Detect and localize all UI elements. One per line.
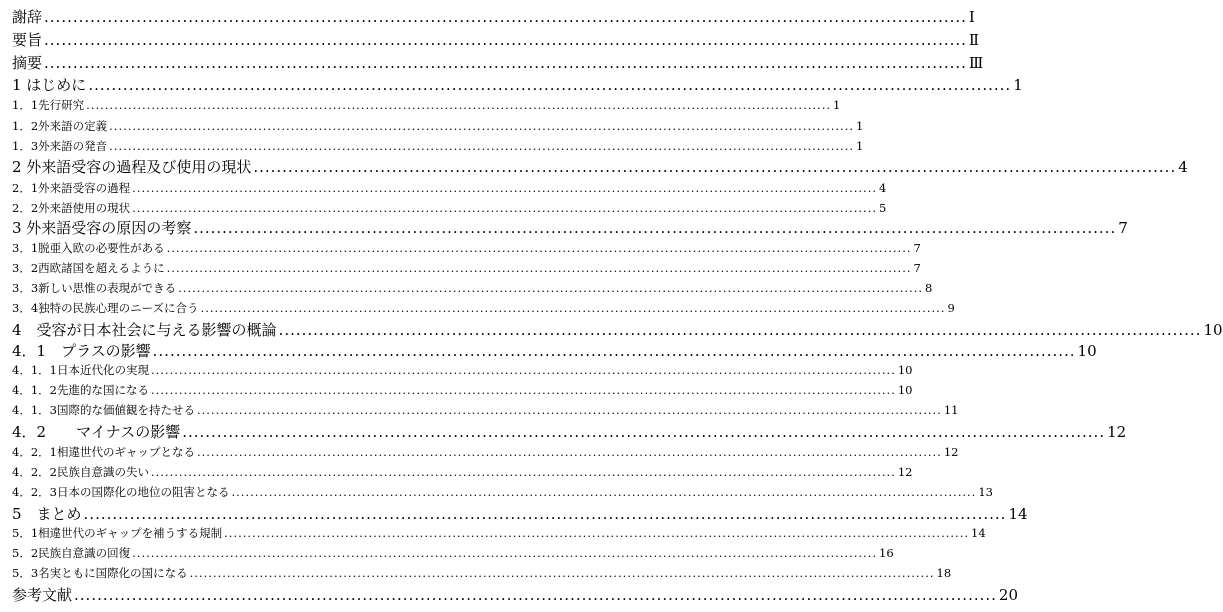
dot-leader: ................................................................................................................................................................ [44,54,967,72]
toc-entry-page: 5 [879,201,887,215]
toc-entry [12,526,986,540]
toc-entry-label: 2．2外来語使用の現状 [12,201,131,215]
dot-leader: ................................................................................................................................................................ [86,98,832,112]
toc-entry-label: 4．1．3国際的な価値観を持たせる [12,403,195,417]
toc-entry-page: 4 [1178,158,1188,176]
toc-entry-page: 1 [856,119,864,133]
toc-entry [12,181,887,195]
toc-entry-page: 7 [1118,219,1128,237]
toc-entry-page: 7 [913,261,921,275]
dot-leader: ................................................................................................................................................................ [166,261,912,275]
toc-entry-label: 5．1相違世代のギャップを補うする規制 [12,526,223,540]
toc-entry [12,281,933,295]
toc-entry [12,403,959,417]
dot-leader: ................................................................................................................................................................ [150,363,896,377]
toc-entry [12,566,952,580]
toc-entry [12,505,1028,523]
toc-entry-label: 5 まとめ [12,505,82,523]
toc-entry [12,321,1223,339]
dot-leader: ................................................................................................................................................................ [44,8,967,26]
dot-leader: ................................................................................................................................................................ [196,403,942,417]
toc-entry-page: 16 [879,546,894,560]
toc-entry-page: 14 [1008,505,1028,523]
toc-entry [12,98,841,112]
toc-entry-label: 4．1．1日本近代化の実現 [12,363,149,377]
toc-entry-page: 9 [947,301,955,315]
toc-entry-label: 3．2西欧諸国を超えるように [12,261,165,275]
toc-entry [12,363,913,377]
toc-entry-label: 4．2．3日本の国際化の地位の阻害となる [12,485,230,499]
toc-entry-label: 2．1外来語受容の過程 [12,181,131,195]
toc-entry-page: 1 [833,98,841,112]
dot-leader: ................................................................................................................................................................ [83,505,1007,523]
dot-leader: ................................................................................................................................................................ [152,342,1076,360]
toc-entry [12,139,864,153]
toc-entry [12,546,894,560]
toc-entry-label: 要旨 [12,31,43,49]
toc-entry-page: 1 [1013,76,1023,94]
toc-entry-label: 3．1脱亜入欧の必要性がある [12,241,165,255]
toc-entry [12,342,1097,360]
toc-entry-page: 13 [978,485,993,499]
toc-entry-label: 4．1 プラスの影響 [12,342,151,360]
toc-entry-page: 4 [879,181,887,195]
dot-leader: ................................................................................................................................................................ [193,219,1117,237]
dot-leader: ................................................................................................................................................................ [182,423,1106,441]
dot-leader: ................................................................................................................................................................ [196,445,942,459]
toc-entry-page: 12 [897,465,913,479]
dot-leader: ................................................................................................................................................................ [189,566,935,580]
toc-entry-label: 3．3新しい思惟の表現ができる [12,281,177,295]
toc-entry-page: 11 [943,403,959,417]
toc-entry-page: 12 [943,445,959,459]
toc-entry [12,301,955,315]
toc-entry-page: Ⅰ [968,8,975,26]
toc-entry [12,261,921,275]
dot-leader: ................................................................................................................................................................ [132,181,878,195]
toc-entry-label: 摘要 [12,54,43,72]
toc-entry-page: 20 [998,586,1018,604]
toc-entry-label: 1 はじめに [12,76,87,94]
dot-leader: ................................................................................................................................................................ [132,201,878,215]
toc-entry-label: 1．1先行研究 [12,98,85,112]
toc-entry [12,465,913,479]
toc-entry [12,423,1127,441]
dot-leader: ................................................................................................................................................................ [178,281,924,295]
dot-leader: ................................................................................................................................................................ [224,526,970,540]
toc-entry-page: 10 [897,383,913,397]
toc-entry-page: Ⅱ [968,31,980,49]
dot-leader: ................................................................................................................................................................ [88,76,1012,94]
toc-entry [12,8,975,26]
dot-leader: ................................................................................................................................................................ [150,465,896,479]
toc-entry [12,76,1023,94]
dot-leader: ................................................................................................................................................................ [132,546,878,560]
dot-leader: ................................................................................................................................................................ [253,158,1177,176]
toc-entry [12,219,1128,237]
toc-entry-page: 10 [897,363,913,377]
dot-leader: ................................................................................................................................................................ [109,139,855,153]
toc-entry-page: 12 [1107,423,1127,441]
toc-entry [12,383,913,397]
toc-entry-label: 1．3外来語の発音 [12,139,108,153]
toc-entry-page: 10 [1077,342,1097,360]
toc-entry-label: 謝辞 [12,8,43,26]
toc-entry-label: 5．3名実ともに国際化の国になる [12,566,188,580]
toc-entry-label: 4．1．2先進的な国になる [12,383,149,397]
toc-entry-label: 1．2外来語の定義 [12,119,108,133]
toc-entry [12,31,980,49]
dot-leader: ................................................................................................................................................................ [231,485,977,499]
dot-leader: ................................................................................................................................................................ [109,119,855,133]
toc-entry [12,586,1018,604]
toc-entry [12,54,984,72]
toc-entry [12,485,993,499]
dot-leader: ................................................................................................................................................................ [200,301,946,315]
toc-entry [12,445,959,459]
toc-entry-label: 2 外来語受容の過程及び使用の現状 [12,158,252,176]
toc-entry-label: 4．2．2民族自意識の失い [12,465,149,479]
toc-entry-label: 4 受容が日本社会に与える影響の概論 [12,321,277,339]
toc-entry-page: 8 [925,281,933,295]
toc-entry-label: 3 外来語受容の原因の考察 [12,219,192,237]
dot-leader: ................................................................................................................................................................ [44,31,967,49]
toc-entry-label: 3．4独特の民族心理のニーズに合う [12,301,199,315]
toc-entry [12,119,864,133]
dot-leader: ................................................................................................................................................................ [166,241,912,255]
toc-entry [12,158,1188,176]
toc-entry [12,201,887,215]
toc-entry-page: 18 [936,566,952,580]
toc-entry [12,241,921,255]
toc-entry-label: 4．2．1相違世代のギャップとなる [12,445,195,459]
toc-entry-page: 7 [913,241,921,255]
toc-entry-page: Ⅲ [968,54,984,72]
toc-entry-label: 5．2民族自意識の回復 [12,546,131,560]
dot-leader: ................................................................................................................................................................ [150,383,896,397]
toc-entry-page: 10 [1203,321,1223,339]
toc-entry-label: 参考文献 [12,586,73,604]
toc-entry-label: 4．2 マイナスの影響 [12,423,181,441]
dot-leader: ................................................................................................................................................................ [74,586,997,604]
toc-entry-page: 1 [856,139,864,153]
dot-leader: ................................................................................................................................................................ [278,321,1202,339]
toc-entry-page: 14 [971,526,986,540]
